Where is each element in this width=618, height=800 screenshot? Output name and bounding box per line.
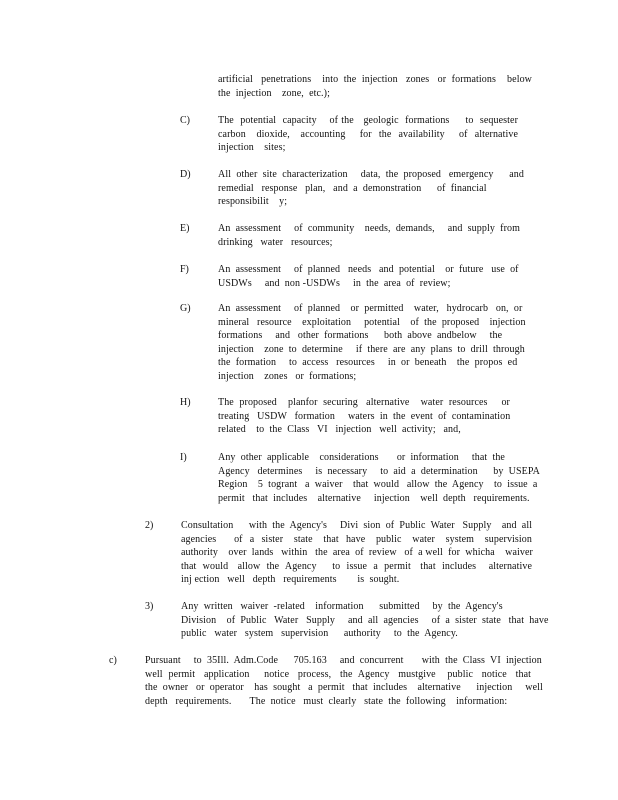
text-line: injection zones or formations; (218, 370, 357, 382)
text-line: related to the Class VI injection well activity; and, (218, 424, 461, 435)
item-label: H) (180, 397, 191, 408)
text-line: treating USDW formation waters in the event of contamination (218, 410, 511, 422)
text-line: that would allow the Agency to issue a permit that includes alternative (181, 560, 532, 572)
text-line: depth requirements. The notice must clearly state the following information: (145, 695, 508, 707)
list-item-continuation (218, 73, 532, 100)
text-line: artificial penetrations into the injection zones or formations below (218, 74, 532, 85)
text-line: Pursuant to 35Ill. Adm.Code 705.163 and concurrent with the Class VI injection (145, 655, 542, 666)
list-item (145, 654, 543, 708)
list-item (218, 263, 519, 290)
text-line: The potential capacity of the geologic formations to sequester (218, 115, 518, 126)
list-item (181, 600, 549, 641)
list-item (218, 114, 518, 155)
text-line: All other site characterization data, the proposed emergency and (218, 169, 524, 180)
text-line: Agency determines is necessary to aid a determination by USEPA (218, 465, 540, 477)
text-line: well permit application notice process, the Agency mustgive public notice that (145, 668, 531, 680)
text-line: The proposed planfor securing alternative water resources or (218, 397, 510, 408)
text-line: An assessment of planned or permitted water, hydrocarb on, or (218, 303, 523, 314)
text-line: the owner or operator has sought a permit that includes alternative injection well (145, 682, 543, 693)
text-line: Division of Public Water Supply and all agencies of a sister state that have (181, 614, 549, 626)
list-item (181, 519, 532, 587)
item-label: c) (109, 655, 117, 666)
text-line: Any written waiver -related information submitted by the Agency's (181, 601, 503, 612)
text-line: authority over lands within the area of review of a well for whicha waiver (181, 547, 533, 558)
text-line: public water system supervision authority to the Agency. (181, 628, 458, 639)
item-label: G) (180, 303, 191, 314)
text-line: Consultation with the Agency's Divi sion of Public Water Supply and all (181, 520, 533, 531)
list-item (218, 302, 526, 383)
text-line: agencies of a sister state that have public water system supervision (181, 533, 532, 545)
list-item (218, 222, 520, 249)
item-label: 2) (145, 520, 154, 531)
item-label: F) (180, 264, 189, 275)
text-line: An assessment of community needs, demands, and supply from (218, 223, 520, 234)
list-item (218, 168, 524, 209)
item-label: D) (180, 169, 191, 180)
text-line: formations and other formations both above andbelow the (218, 330, 503, 341)
text-line: An assessment of planned needs and potential or future use of (218, 264, 519, 275)
text-line: USDWs and non -USDWs in the area of review; (218, 277, 451, 289)
text-line: mineral resource exploitation potential of the proposed injection (218, 316, 526, 328)
text-line: carbon dioxide, accounting for the availability of alternative (218, 128, 518, 140)
text-line: injection sites; (218, 142, 286, 153)
item-label: C) (180, 115, 190, 126)
item-label: 3) (145, 601, 154, 612)
text-line: remedial response plan, and a demonstration of financial (218, 182, 487, 194)
text-line: the formation to access resources in or beneath the propos ed (218, 357, 518, 368)
text-line: Region 5 togrant a waiver that would allow the Agency to issue a (218, 479, 538, 490)
text-line: responsibilit y; (218, 196, 288, 207)
item-label: E) (180, 223, 190, 234)
text-line: the injection zone, etc.); (218, 87, 330, 99)
text-line: permit that includes alternative injection well depth requirements. (218, 492, 530, 504)
text-line: drinking water resources; (218, 236, 333, 248)
item-label: I) (180, 452, 187, 463)
text-line: injection zone to determine if there are any plans to drill through (218, 343, 525, 355)
list-item (218, 396, 510, 437)
list-item (218, 451, 540, 505)
text-line: inj ection well depth requirements is sought. (181, 574, 400, 585)
text-line: Any other applicable considerations or information that the (218, 452, 505, 463)
